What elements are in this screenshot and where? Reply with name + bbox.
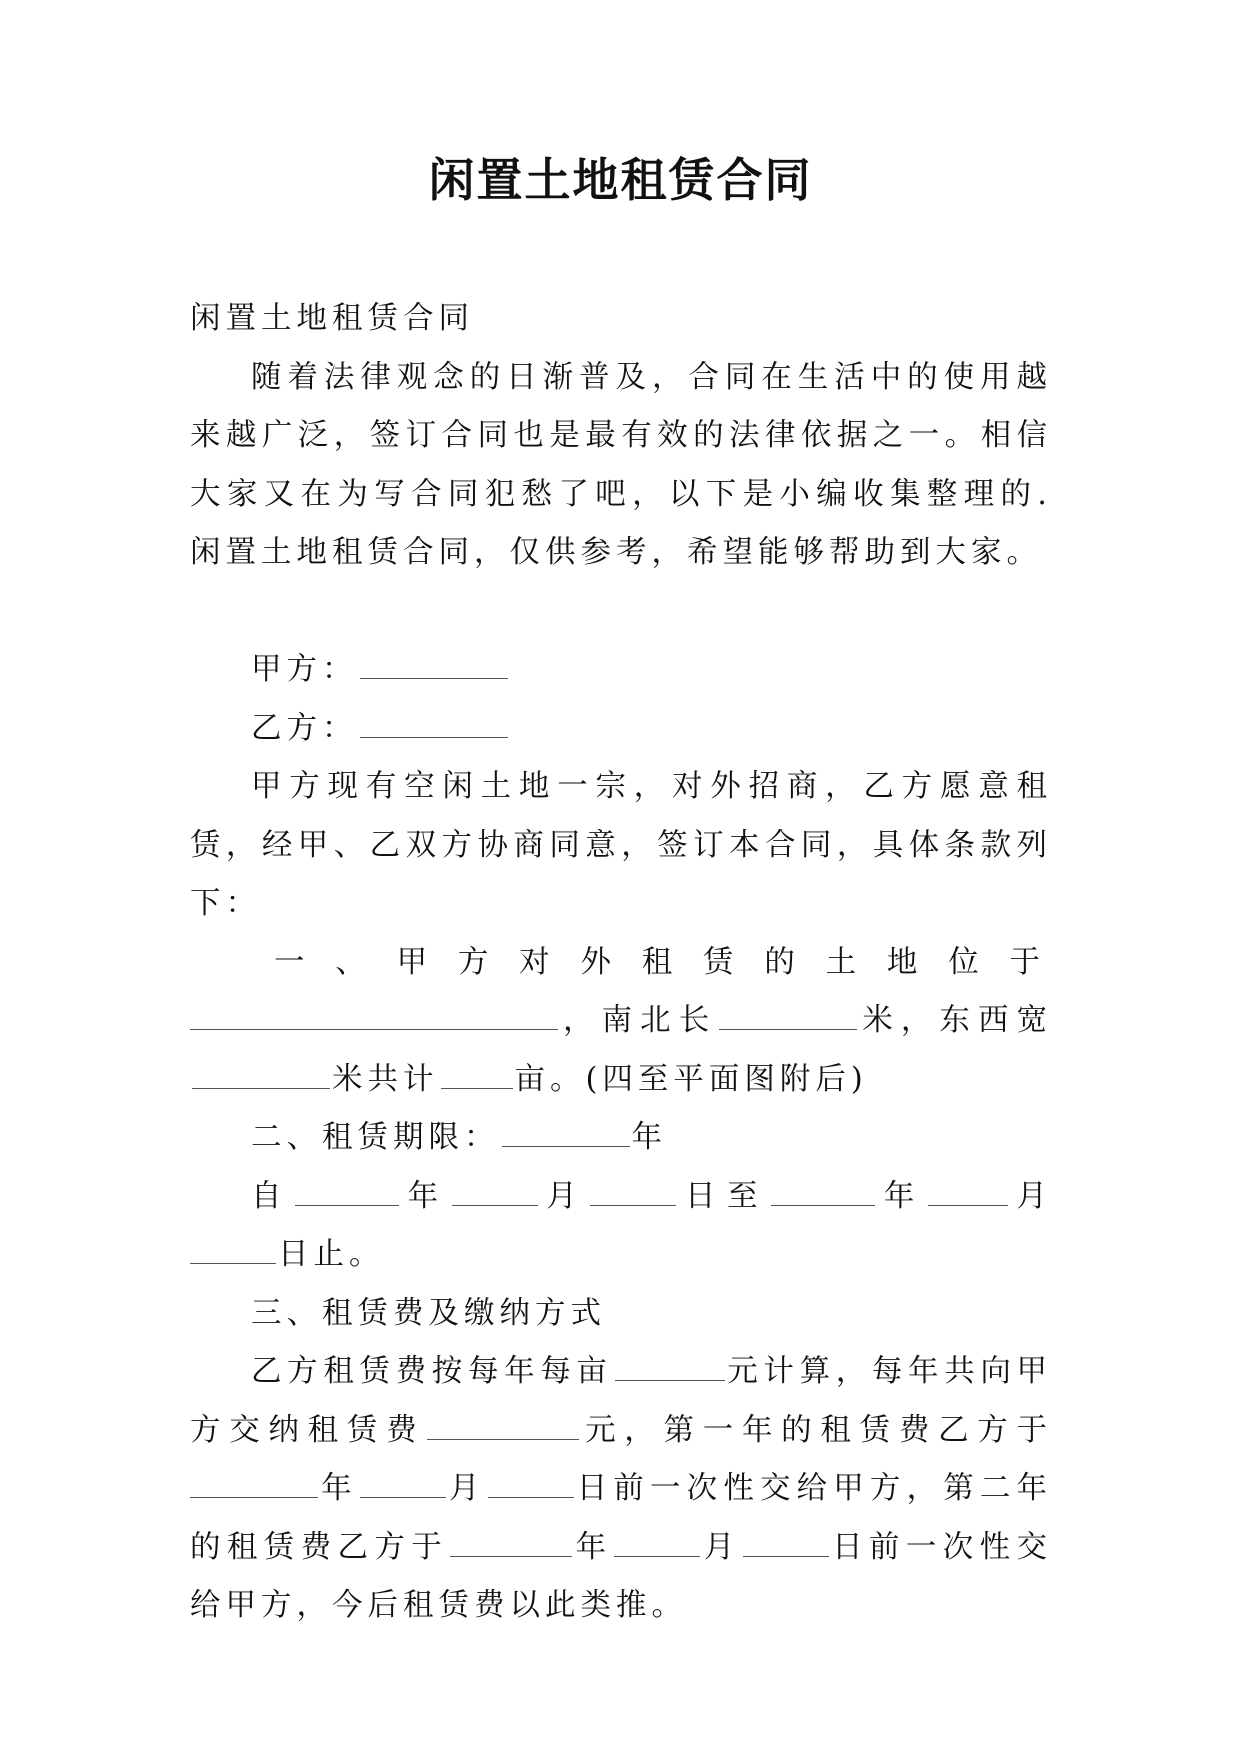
clause-3-part-3: 元，第一年的租赁费乙方于 [581,1412,1053,1448]
clause-2-year2: 年 [877,1178,926,1214]
party-b-blank [360,715,508,738]
second-year-month-blank [614,1534,700,1557]
clause-2-heading: 二、租赁期限： [251,1120,500,1155]
first-year-month-blank [360,1475,446,1498]
clause-2-from: 自 [251,1178,294,1214]
land-location-blank [190,1007,558,1030]
clause-1-meter-east-west: 米，东西宽 [859,1003,1052,1038]
fee-per-mu-blank [615,1358,725,1381]
clause-3-part-2: 元计算，每年共向甲方交纳租赁费 [190,1354,1053,1448]
document-subtitle: 闲置土地租赁合同 [190,301,474,336]
clause-1-mu-suffix: 亩。(四至平面图附后) [514,1061,868,1097]
clause-3-p5-rest: 日前一次性交给甲方，今后租赁费以此类推。 [190,1529,1053,1623]
party-b-label: 乙方： [251,710,358,746]
end-day-blank [190,1241,276,1264]
clause-3-p4-rest: 日前一次性交给甲方，第二年的租赁费乙方于 [190,1471,1053,1565]
clause-2-year-unit: 年 [631,1120,667,1155]
clause-2-day-to: 日至 [678,1178,770,1214]
second-year-day-blank [743,1534,829,1557]
clause-1-paragraph [190,934,1052,1110]
total-mu-blank [441,1066,513,1089]
clause-1-north-south: ，南北长 [560,1003,718,1038]
clause-2-year: 年 [401,1178,450,1214]
clause-3-part-1: 乙方租赁费按每年每亩 [251,1354,613,1389]
first-year-day-blank [488,1475,574,1498]
document-body [190,290,1052,1636]
annual-fee-blank [427,1417,579,1440]
start-day-blank [590,1183,676,1206]
clause-1-prefix: 一、甲方对外租赁的土地位于 [274,944,1052,980]
end-year-blank [771,1183,875,1206]
document-title: 闲置土地租赁合同 [428,153,813,207]
clause-2-month2: 月 [1009,1178,1053,1214]
clause-3-p5-year: 年 [574,1529,613,1565]
paragraph-gap [190,583,1052,642]
clause-1-meter-total: 米共计 [332,1061,439,1097]
clause-3-paragraph [190,1343,1052,1636]
clause-3-p5-month: 月 [702,1529,741,1565]
party-a-line [190,641,1052,700]
clause-2-month: 月 [539,1178,589,1214]
clause-3-p4-month: 月 [447,1471,486,1506]
clause-3-p4-year: 年 [320,1471,358,1506]
clause-2-day-end: 日止。 [278,1237,385,1272]
start-month-blank [452,1183,538,1206]
north-south-length-blank [719,1007,857,1030]
party-b-line [190,700,1052,759]
east-west-width-blank [192,1066,330,1089]
end-month-blank [928,1183,1008,1206]
first-year-year-blank [190,1475,318,1498]
second-year-year-blank [450,1534,572,1557]
lease-term-years-blank [502,1124,630,1147]
preamble-paragraph: 甲方现有空闲土地一宗，对外招商，乙方愿意租赁，经甲、乙双方协商同意，签订本合同，具体条款列下： [190,769,1052,921]
clause-2-heading-line [190,1109,1052,1168]
party-a-blank [360,656,508,679]
start-year-blank [295,1183,399,1206]
intro-paragraph: 随着法律观念的日渐普及，合同在生活中的使用越来越广泛，签订合同也是最有效的法律依据之一。相信大家又在为写合同犯愁了吧，以下是小编收集整理的.闲置土地租赁合同，仅供参考，希望能够帮助到大家。 [190,359,1052,570]
clause-2-dates-line [190,1168,1052,1285]
clause-3-heading: 三、租赁费及缴纳方式 [251,1295,606,1331]
party-a-label: 甲方： [251,652,358,687]
